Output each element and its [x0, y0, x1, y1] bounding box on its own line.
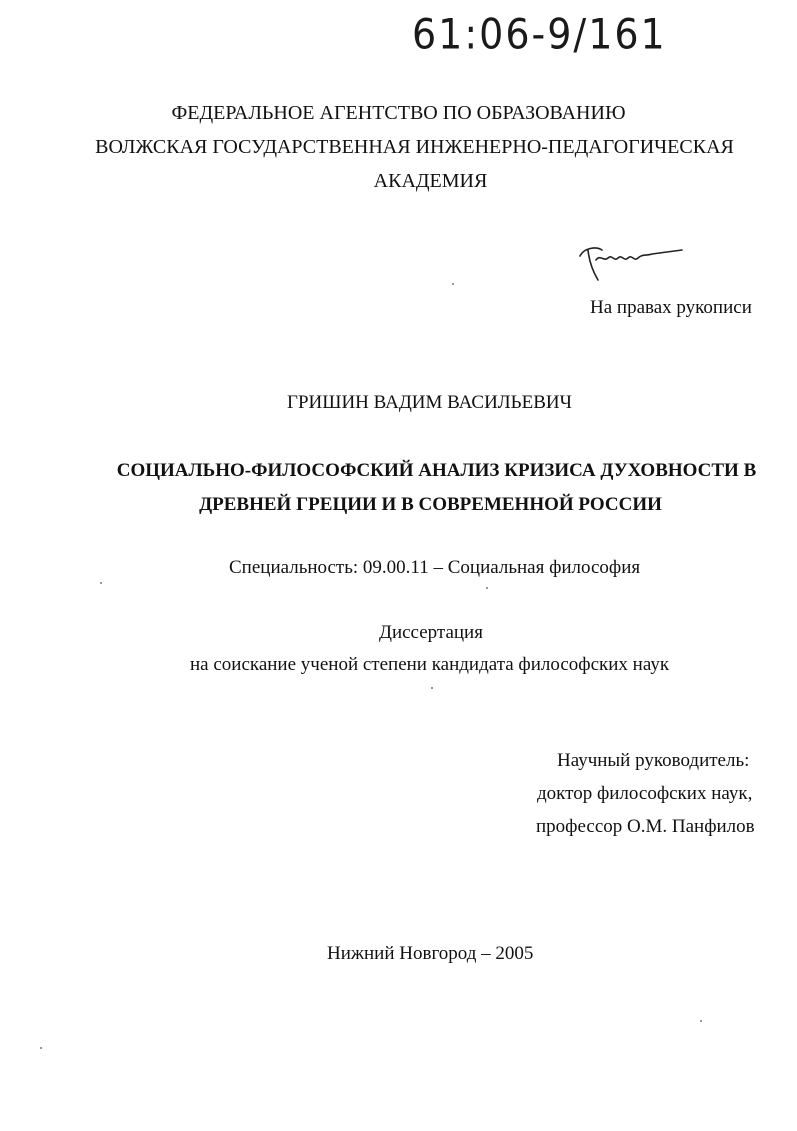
place-and-year: Нижний Новгород – 2005 — [327, 943, 534, 964]
supervisor-label: Научный руководитель: — [557, 750, 750, 771]
supervisor-degree: доктор философских наук, — [537, 783, 753, 804]
scan-speck — [452, 283, 454, 285]
dissertation-label: Диссертация — [379, 622, 483, 643]
dissertation-title-line-1: СОЦИАЛЬНО-ФИЛОСОФСКИЙ АНАЛИЗ КРИЗИСА ДУХОВНОСТИ В — [116, 460, 757, 481]
dissertation-purpose: на соискание ученой степени кандидата философских наук — [190, 654, 670, 675]
signature-icon — [574, 236, 694, 288]
author-name: ГРИШИН ВАДИМ ВАСИЛЬЕВИЧ — [287, 392, 572, 413]
scan-speck — [40, 1047, 42, 1049]
dissertation-title-line-2: ДРЕВНЕЙ ГРЕЦИИ И В СОВРЕМЕННОЙ РОССИИ — [199, 494, 662, 515]
scan-speck — [700, 1020, 702, 1022]
archive-code-handwritten: 61:06-9/161 — [412, 10, 667, 59]
scan-speck — [100, 582, 102, 584]
scan-speck — [431, 687, 433, 689]
manuscript-note: На правах рукописи — [590, 297, 752, 318]
supervisor-name: профессор О.М. Панфилов — [536, 816, 755, 837]
scan-speck — [486, 587, 488, 589]
organization-line-3: АКАДЕМИЯ — [373, 170, 488, 192]
organization-line-1: ФЕДЕРАЛЬНОЕ АГЕНТСТВО ПО ОБРАЗОВАНИЮ — [171, 102, 626, 124]
specialty: Специальность: 09.00.11 – Социальная философия — [229, 557, 641, 578]
organization-line-2: ВОЛЖСКАЯ ГОСУДАРСТВЕННАЯ ИНЖЕНЕРНО-ПЕДАГОГИЧЕСКАЯ — [95, 136, 734, 158]
